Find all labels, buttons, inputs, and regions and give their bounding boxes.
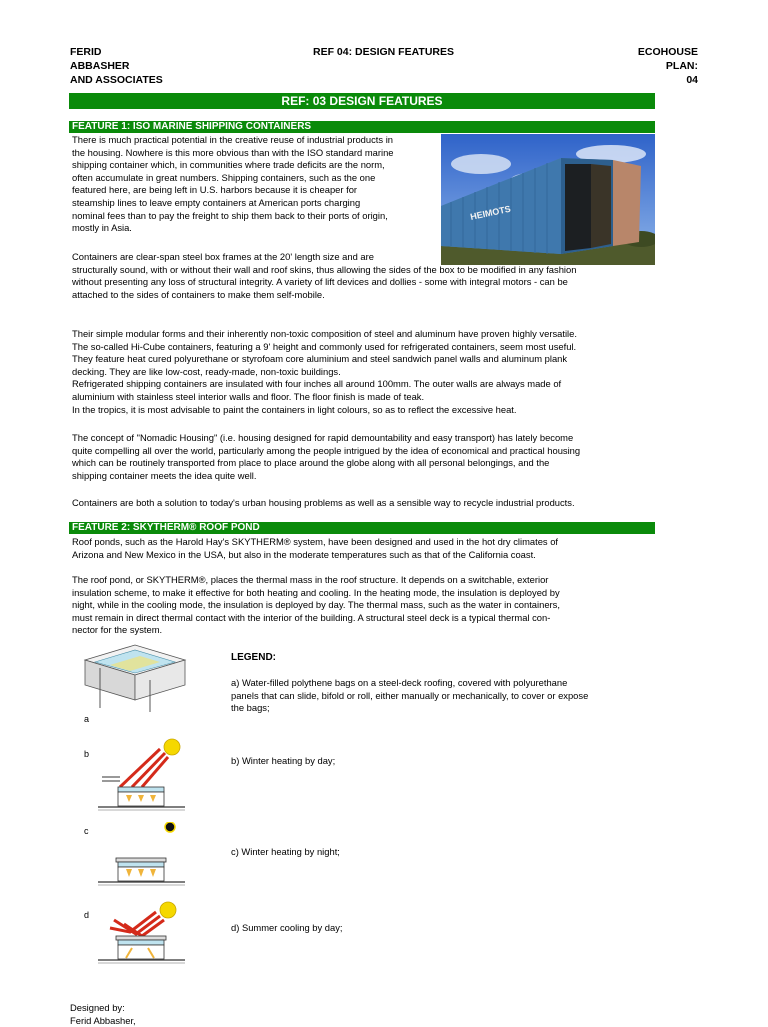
text-line: The roof pond, or SKYTHERM®, places the thermal mass in the roof structure. It depends on a switchable, exterior [72,574,549,585]
text-line: which can be routinely transported from place to place around the globe along with all personal belongings, and the [72,457,550,469]
figure-letter-a: a [84,714,90,724]
text-line: Their simple modular forms and their inherently non-toxic composition of steel and aluminum have proven highly versatile. [72,328,577,339]
sun-icon [160,902,176,918]
legend-item-d: d) Summer cooling by day; [231,922,343,933]
feature1-paragraph3 [72,328,632,416]
page-title: REF: 03 DESIGN FEATURES [69,93,655,109]
text-line: a) Water-filled polythene bags on a steel-deck roofing, covered with polyurethane [231,677,568,688]
company-name-line1: FERID [70,46,102,58]
summer-cooling-day-diagram-d [80,898,190,980]
text-line: night, while in the cooling mode, the insulation is deployed by day. The thermal mass, such as the water in containers, [72,599,560,611]
text-line: without presenting any loss of structural integrity. A variety of lift devices and dollies - some with integral motors - can be [72,276,568,288]
designer-credit [70,1002,136,1027]
feature1-paragraph1 [72,134,422,235]
text-line: Refrigerated shipping containers are insulated with four inches all around 100mm. The outer walls are always made of [72,378,562,390]
feature1-paragraph5 [72,497,632,510]
feature2-paragraph1 [72,536,632,561]
plan-reference-line2: PLAN: [665,60,698,72]
legend-title: LEGEND: [231,652,276,663]
moon-icon [165,822,175,832]
text-line: aluminium with stainless steel interior walls and floor. The floor finish is made of teak. [72,390,425,402]
text-line: often accumulate in great numbers. Shipping containers, such as the one [72,171,376,183]
text-line: quite compelling all over the world, particularly among the people intrigued by the idea of economical and practical housing [72,444,581,456]
text-line: Containers are clear-span steel box frames at the 20' length size and are [72,251,374,262]
text-line: The concept of "Nomadic Housing" (i.e. housing designed for rapid demountability and easy transport) has lately become [72,432,574,443]
text-line: featured here, are being left in U.S. harbors because it is cheaper for [72,184,358,196]
roof-pond-diagram-a [80,640,190,725]
text-line: shipping container meets the idea quite well. [72,469,257,481]
text-line: Designed by: [70,1002,125,1013]
text-line: In the tropics, it is most advisable to paint the containers in light colours, so as to reflect the excessive heat. [72,403,517,415]
text-line: Arizona and New Mexico in the USA, but also in the moderate temperatures such as that of the California coast. [72,548,536,560]
text-line: Ferid Abbasher, [70,1014,136,1026]
sun-icon [164,739,180,755]
company-name [70,45,163,87]
feature1-heading: FEATURE 1: ISO MARINE SHIPPING CONTAINERS [69,121,655,133]
plan-reference-line1: ECOHOUSE [637,46,698,58]
plan-reference [638,45,698,87]
company-name-line2: ABBASHER [70,60,130,72]
text-line: mostly in Asia. [72,222,132,234]
figure-letter-b: b [84,749,90,759]
shipping-container-photo [441,134,655,265]
text-line: nominal fees than to pay the freight to ship them back to their ports of origin, [72,209,388,221]
winter-heating-day-diagram-b [80,735,190,817]
legend-item-b: b) Winter heating by day; [231,755,336,766]
figure-letter-d: d [84,910,90,920]
text-line: insulation scheme, to make it effective for both heating and cooling. In the heating mode, the insulation is deployed by [72,586,560,598]
text-line: the bags; [231,702,270,714]
text-line: decking. They are like low-cost, ready-made, non-toxic buildings. [72,365,341,377]
text-line: attached to the sides of containers to make them self-mobile. [72,288,325,300]
feature1-paragraph4 [72,432,632,482]
document-reference: REF 04: DESIGN FEATURES [313,46,454,58]
text-line: The so-called Hi-Cube containers, featuring a 9' height and commonly used for refrigerated containers, seem most useful. [72,340,577,352]
company-name-line3: AND ASSOCIATES [70,74,163,86]
winter-heating-night-diagram-c [80,822,190,900]
feature2-paragraph2 [72,574,632,637]
legend-item-c: c) Winter heating by night; [231,846,340,857]
text-line: the housing. Nowhere is this more obvious than with the ISO standard marine [72,146,394,158]
text-line: structurally sound, with or without their wall and roof skins, thus allowing the sides of the box to be modified in any fashion [72,263,577,275]
text-line: They feature heat cured polyurethane or styrofoam core aluminium and steel sandwich panel walls and aluminum plank [72,353,568,365]
text-line: must remain in direct thermal contact with the interior of the building. A structural steel deck is a typical thermal con- [72,611,551,623]
text-line: Roof ponds, such as the Harold Hay's SKYTHERM® system, have been designed and used in the hot dry climates of [72,536,559,547]
text-line: steamship lines to leave empty containers at American ports charging [72,196,361,208]
text-line: shipping container which, in communities where trade deficits are the norm, [72,159,385,171]
text-line: panels that can slide, bifold or roll, either manually or mechanically, to cover or expose [231,689,589,701]
legend-item-a [231,677,631,715]
figure-letter-c: c [84,826,89,836]
text-line: There is much practical potential in the creative reuse of industrial products in [72,134,393,145]
text-line: nector for the system. [72,624,163,636]
feature2-heading: FEATURE 2: SKYTHERM® ROOF POND [69,522,655,534]
plan-reference-line3: 04 [686,74,698,86]
feature1-paragraph2 [72,251,632,301]
text-line: Containers are both a solution to today's urban housing problems as well as a sensible way to recycle industrial products. [72,497,575,508]
container-logo: HEIMOTS [469,203,512,222]
